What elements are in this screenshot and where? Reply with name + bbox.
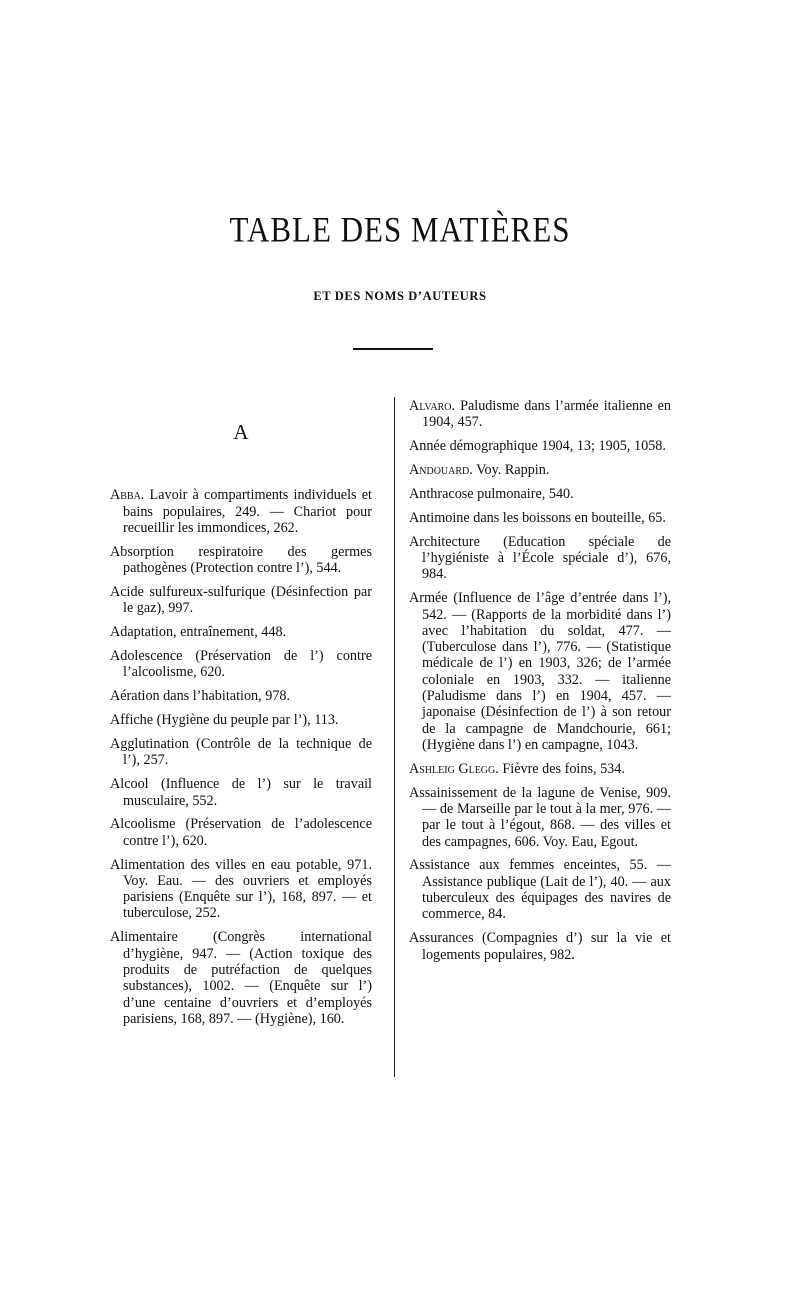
index-entry [409,486,671,502]
entry-text: Fièvre des foins, 534. [498,760,625,777]
index-entry [110,487,372,536]
entry-text: Assainissement de la lagune de Venise, 909. — de Marseille par le tout à la mer, 976. — par le tout à l’égout, 868. — des villes et des campagnes, 606. Voy. Eau, Egout. [409,784,671,850]
index-entry [409,857,671,922]
index-entry [409,930,671,963]
entry-text: Antimoine dans les boissons en bouteille, 65. [409,509,666,526]
entry-text: Agglutination (Contrôle de la technique de l’), 257. [110,736,372,769]
entry-text: Armée (Influence de l’âge d’entrée dans l’), 542. — (Rapports de la morbidité dans l’) avec l’habitation du soldat, 477. — (Tuberculose dans l’), 776. — (Statistique médicale de l’) en 1903, 326; de l’armée coloniale en 1903, 332. — italienne (Paludisme dans l’) en 1904, 457. — japonaise (Désinfection de l’) à son retour de la campagne de Mandchourie, 661; (Hygiène dans l’) en campagne, 1043. [409,590,671,753]
index-entry [409,590,671,753]
entry-text: Alimentation des villes en eau potable, 971. Voy. Eau. — des ouvriers et employés parisiens (Enquête sur l’), 168, 897. — et tuberculose, 252. [110,856,372,922]
index-entry [110,544,372,577]
index-entry [409,761,671,777]
entry-text: Adaptation, entraînement, 448. [110,624,287,641]
index-entry [110,776,372,809]
index-entry [110,584,372,617]
author-name: Abba. [110,487,145,504]
right-entries [409,398,671,963]
entry-text: Anthracose pulmonaire, 540. [409,485,574,502]
entry-text: Adolescence (Préservation de l’) contre l’alcoolisme, 620. [110,648,372,681]
entry-text: Alimentaire (Congrès international d’hygiène, 947. — (Action toxique des produits de putréfaction de quelques substances), 1002. — (Enquête sur l’) d’une centaine d’ouvriers et d’employés parisiens, 168, 897. — (Hygiène), 160. [110,929,372,1027]
index-entry [409,534,671,583]
entry-text: Paludisme dans l’armée italienne en 1904, 457. [422,398,671,431]
index-entry [409,398,671,431]
entry-text: Alcoolisme (Préservation de l’adolescence contre l’), 620. [110,816,372,849]
column-divider [394,397,395,1077]
index-entry [409,785,671,850]
page-subtitle: ET DES NOMS D’AUTEURS [313,289,487,303]
index-entry [110,624,372,640]
entry-text: Acide sulfureux-sulfurique (Désinfection par le gaz), 997. [110,583,372,617]
right-column [409,398,671,970]
page-title: TABLE DES MATIÈRES [229,209,571,250]
entry-text: Voy. Rappin. [472,462,550,479]
entry-text: Année démographique 1904, 13; 1905, 1058. [409,438,666,455]
index-entry [110,816,372,849]
author-name: Ashleig Glegg. [409,760,499,777]
left-entries [110,487,372,1027]
index-entry [409,462,671,478]
index-entry [110,688,372,704]
entry-text: Alcool (Influence de l’) sur le travail musculaire, 552. [110,776,372,809]
entry-text: Aération dans l’habitation, 978. [110,688,291,705]
left-column [110,400,372,1035]
entry-text: Absorption respiratoire des germes pathogènes (Protection contre l’), 544. [110,543,372,577]
index-entry [110,736,372,769]
index-entry [110,857,372,922]
entry-text: Affiche (Hygiène du peuple par l’), 113. [110,712,339,729]
author-name: Alvaro. [409,398,456,414]
index-entry [110,712,372,728]
title-rule [353,348,433,350]
entry-text: Assurances (Compagnies d’) sur la vie et logements populaires, 982. [409,930,671,963]
index-entry [110,929,372,1027]
author-name: Andouard. [409,462,473,479]
index-entry [409,510,671,526]
index-entry [409,438,671,454]
index-entry [110,648,372,681]
entry-text: Lavoir à compartiments individuels et bains populaires, 249. — Chariot pour recueillir les immondices, 262. [123,487,372,536]
entry-text: Assistance aux femmes enceintes, 55. — Assistance publique (Lait de l’), 40. — aux tuberculeux des équipages des navires de commerce, 84. [409,857,671,923]
entry-text: Architecture (Education spéciale de l’hygiéniste à l’École spéciale d’), 676, 984. [409,533,671,583]
letter-heading: A [233,420,249,444]
